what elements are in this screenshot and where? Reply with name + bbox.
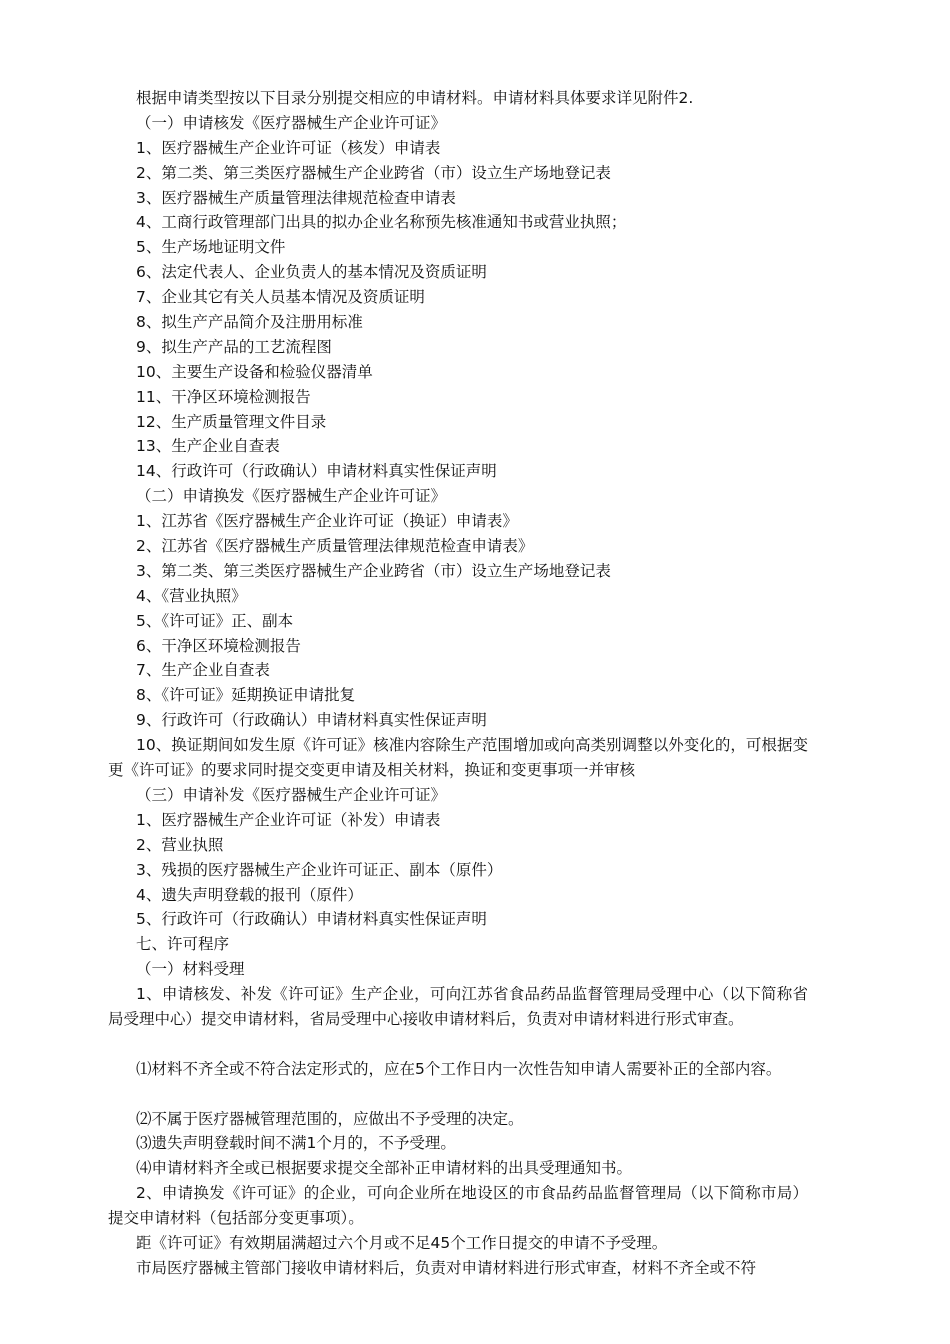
list-item: 13、生产企业自查表 [136,437,280,456]
list-item: 14、行政许可（行政确认）申请材料真实性保证声明 [136,462,497,481]
list-item: 1、医疗器械生产企业许可证（补发）申请表 [136,810,441,829]
list-item: 1、医疗器械生产企业许可证（核发）申请表 [136,138,441,157]
intro-paragraph: 根据申请类型按以下目录分别提交相应的申请材料。申请材料具体要求详见附件2. [136,89,694,107]
list-item: 2、江苏省《医疗器械生产质量管理法律规范检查申请表》 [136,537,534,556]
list-item: 8、《许可证》延期换证申请批复 [136,686,356,705]
list-item: 4、《营业执照》 [136,586,247,605]
list-item: 2、营业执照 [136,835,224,854]
list-item: 1、江苏省《医疗器械生产企业许可证（换证）申请表》 [136,512,518,531]
paragraph: 2、申请换发《许可证》的企业，可向企业所在地设区的市食品药品监督管理局（以下简称市局）提交申请材料（包括部分变更事项）。 [108,1184,808,1228]
paragraph: ⑴材料不齐全或不符合法定形式的，应在5个工作日内一次性告知申请人需要补正的全部内容。 [136,1059,782,1078]
list-item: 10、主要生产设备和检验仪器清单 [136,362,373,381]
list-item: 4、工商行政管理部门出具的拟办企业名称预先核准通知书或营业执照； [136,213,627,232]
list-item: 9、拟生产产品的工艺流程图 [136,337,332,356]
section-heading: （二）申请换发《医疗器械生产企业许可证》 [136,487,447,506]
document-body [108,86,808,1281]
paragraph: 距《许可证》有效期届满超过六个月或不足45个工作日提交的申请不予受理。 [136,1234,668,1253]
list-item: 8、拟生产产品简介及注册用标准 [136,313,363,332]
list-item: 3、医疗器械生产质量管理法律规范检查申请表 [136,188,456,207]
list-item: 9、行政许可（行政确认）申请材料真实性保证声明 [136,711,487,730]
list-item: 7、企业其它有关人员基本情况及资质证明 [136,288,425,307]
section-heading: （一）申请核发《医疗器械生产企业许可证》 [136,113,447,132]
list-item: 5、行政许可（行政确认）申请材料真实性保证声明 [136,910,487,929]
list-item: 7、生产企业自查表 [136,661,270,680]
paragraph: 市局医疗器械主管部门接收申请材料后，负责对申请材料进行形式审查，材料不齐全或不符 [136,1258,757,1277]
paragraph: ⑷申请材料齐全或已根据要求提交全部补正申请材料的出具受理通知书。 [136,1159,633,1178]
section-heading: （一）材料受理 [136,960,245,979]
paragraph: ⑶遗失声明登载时间不满1个月的，不予受理。 [136,1134,456,1153]
list-item-long: 10、换证期间如发生原《许可证》核准内容除生产范围增加或向高类别调整以外变化的，可根据变更《许可证》的要求同时提交变更申请及相关材料，换证和变更事项一并审核 [108,736,808,780]
list-item: 5、生产场地证明文件 [136,238,286,257]
section-heading: （三）申请补发《医疗器械生产企业许可证》 [136,785,447,804]
list-item: 2、第二类、第三类医疗器械生产企业跨省（市）设立生产场地登记表 [136,163,611,182]
paragraph: ⑵不属于医疗器械管理范围的，应做出不予受理的决定。 [136,1109,524,1128]
chapter-heading: 七、许可程序 [136,935,230,954]
paragraph: 1、申请核发、补发《许可证》生产企业，可向江苏省食品药品监督管理局受理中心（以下简称省局受理中心）提交申请材料，省局受理中心接收申请材料后，负责对申请材料进行形式审查。 [108,985,808,1028]
list-item: 3、第二类、第三类医疗器械生产企业跨省（市）设立生产场地登记表 [136,561,611,580]
list-item: 5、《许可证》正、副本 [136,611,294,630]
list-item: 3、残损的医疗器械生产企业许可证正、副本（原件） [136,860,503,879]
list-item: 11、干净区环境检测报告 [136,387,311,406]
list-item: 12、生产质量管理文件目录 [136,412,327,431]
list-item: 6、干净区环境检测报告 [136,636,301,655]
list-item: 4、遗失声明登载的报刊（原件） [136,885,363,904]
list-item: 6、法定代表人、企业负责人的基本情况及资质证明 [136,263,487,282]
